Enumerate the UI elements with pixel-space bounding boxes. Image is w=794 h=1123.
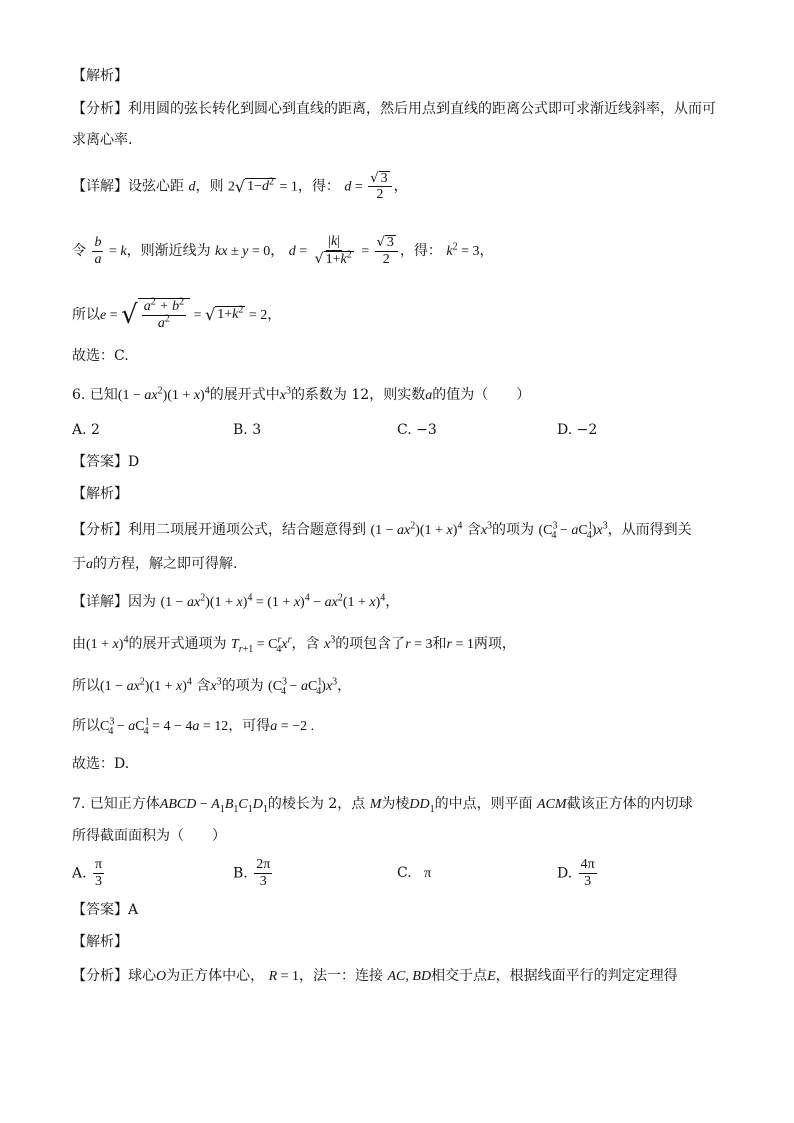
q7-option-a[interactable]: A. $\frac{\pi}{3}$ [72, 857, 103, 889]
analysis-line-cont: 求离心率. [72, 132, 133, 148]
q7-option-b[interactable]: B. $\frac{2\pi}{3}$ [233, 857, 271, 889]
analysis-line: 【分析】利用圆的弦长转化到圆心到直线的距离，然后用点到直线的距离公式即可求渐近线斜率，从而可 [72, 101, 716, 117]
detail-line-1: 【详解】设弦心距 d，则 2 √ $1-d^2$ = 1，得： d = √ 3 2 ， [72, 170, 408, 202]
q7-analysis: 【分析】球心O为正方体中心， R = 1，法一：连接 AC, BD相交于点E，根据线面平行的判定定理得 [72, 968, 678, 984]
q7-answer: 【答案】A [72, 902, 139, 918]
q7-stem-2: 所得截面面积为（ ） [72, 828, 226, 844]
q6-analysis: 【分析】利用二项展开通项公式，结合题意得到 $(1 - ax^2)(1 + x)^4$ 含$x^3$的项为 $(C^3_4 - aC^1_4)x^3$，从而得到关 [72, 520, 692, 541]
q6-option-c[interactable]: C. −3 [397, 422, 437, 438]
answer-line: 故选：C. [72, 348, 129, 364]
q6-detail-1: 【详解】因为 $(1 - ax^2)(1 + x)^4 = (1 + x)^4 - ax^2(1 + x)^4$， [72, 592, 400, 610]
q6-option-a[interactable]: A. 2 [72, 422, 100, 438]
q6-jiexi: 【解析】 [72, 486, 128, 502]
q6-answer: 【答案】D [72, 454, 140, 470]
q7-option-d[interactable]: D. $\frac{4\pi}{3}$ [557, 857, 595, 889]
q6-answer-final: 故选：D. [72, 756, 130, 772]
q7-option-c[interactable]: C. π [397, 865, 432, 881]
q6-detail-4: 所以$C^3_4 - aC^1_4 = 4 - 4a = 12$，可得a = −2 . [72, 716, 315, 737]
q6-option-b[interactable]: B. 3 [233, 422, 262, 438]
detail-line-2: 令 $\frac{b}{a}$ = k，则渐近线为 kx ± y = 0， d = |k| √ $1+k^2$ = √ 3 2 ，得： $k^2 = 3$， [72, 234, 494, 267]
q7-jiexi: 【解析】 [72, 934, 128, 950]
jiexi-heading: 【解析】 [72, 68, 128, 84]
q7-stem-1: 7. 已知正方体ABCD − $A_1B_1C_1D_1$的棱长为 2，点 M为棱$DD_1$的中点，则平面 ACM截该正方体的内切球 [72, 796, 693, 815]
q6-option-d[interactable]: D. −2 [557, 422, 598, 438]
q6-detail-3: 所以$(1 - ax^2)(1 + x)^4$ 含$x^3$的项为 $(C^3_4 - aC^1_4)x^3$， [72, 676, 352, 697]
q6-analysis-cont: 于a的方程，解之即可得解. [72, 556, 238, 572]
q6-stem: 6. 已知$(1 - ax^2)(1 + x)^4$的展开式中$x^3$的系数为 12，则实数a的值为（ ） [72, 385, 531, 403]
q6-detail-2: 由$(1 + x)^4$的展开式通项为 $T_{r+1} = C^r_4x^r$，含 $x^3$的项包含了r = 3和r = 1两项， [72, 634, 516, 655]
detail-line-3: 所以e = √ $\frac{a^2 + b^2}{a^2}$ = √ $1+k^2$ = 2， [72, 296, 282, 331]
